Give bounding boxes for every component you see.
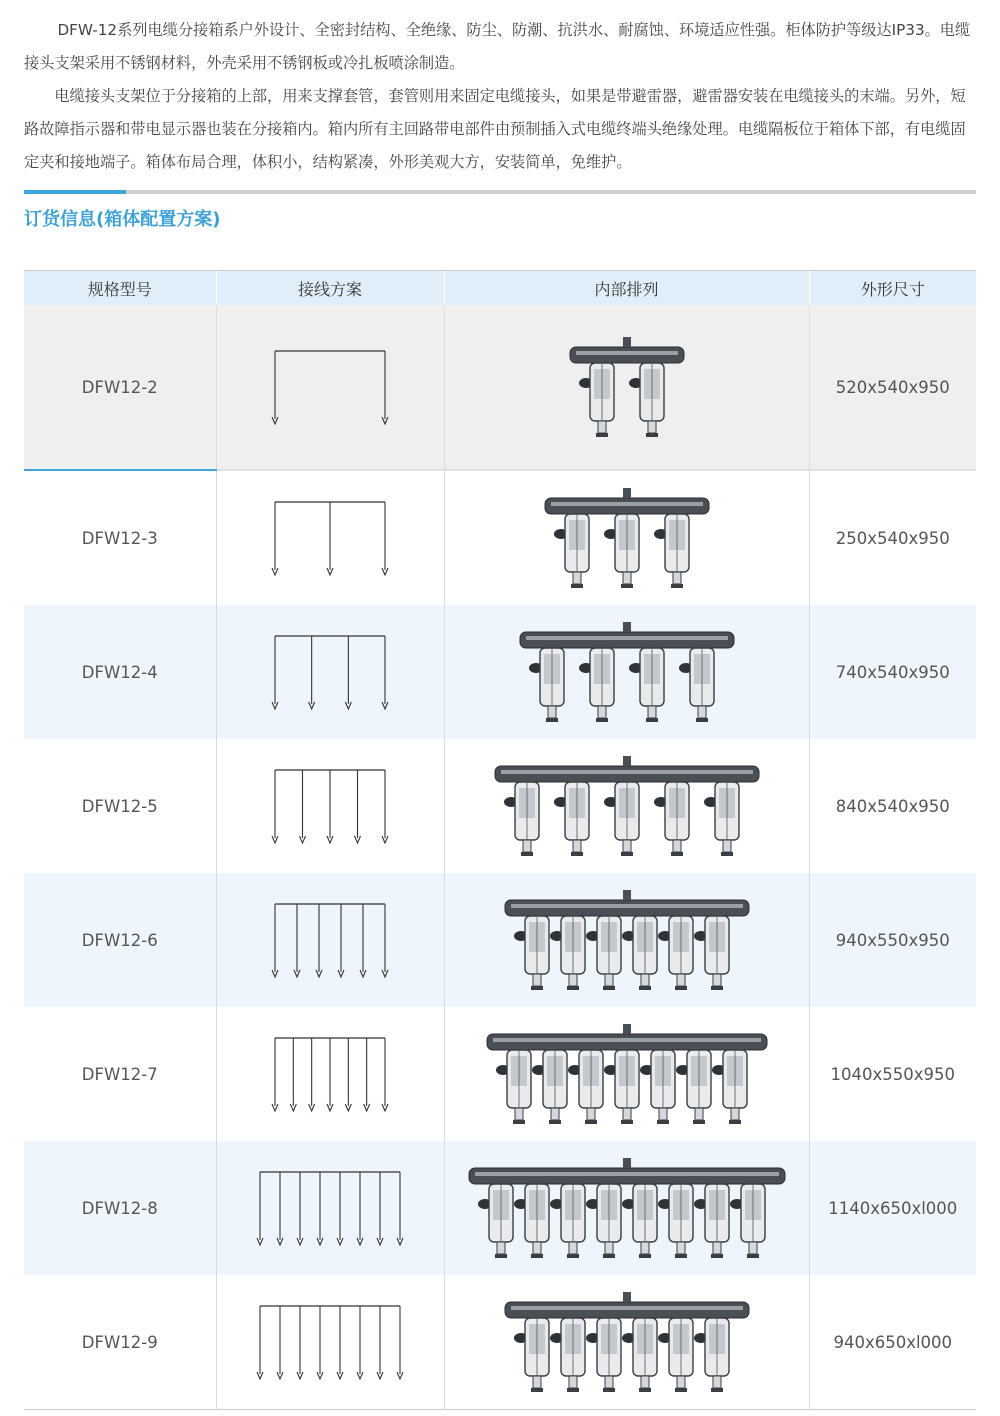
- intro-text: [24, 14, 980, 179]
- wiring-diagram-cell: [216, 605, 444, 739]
- arrangement-image: [467, 878, 787, 1002]
- model-cell: DFW12-8: [24, 1141, 216, 1275]
- wiring-diagram: [255, 1034, 405, 1114]
- arrangement-cell: [444, 305, 809, 470]
- arrangement-cell: [444, 1275, 809, 1410]
- size-cell: 840x540x950: [809, 739, 976, 873]
- model-cell: DFW12-5: [24, 739, 216, 873]
- arrangement-cell: [444, 1007, 809, 1141]
- arrangement-cell: [444, 605, 809, 739]
- wiring-diagram-cell: [216, 1007, 444, 1141]
- arrangement-image: [467, 744, 787, 868]
- arrangement-image: [467, 325, 787, 449]
- arrangement-image: [467, 1012, 787, 1136]
- model-cell: DFW12-6: [24, 873, 216, 1007]
- arrangement-image: [467, 476, 787, 600]
- size-cell: 940x550x950: [809, 873, 976, 1007]
- wiring-diagram-cell: [216, 470, 444, 605]
- intro-paragraph-2: 电缆接头支架位于分接箱的上部，用来支撑套管，套管则用来固定电缆接头，如果是带避雷器，避雷器安装在电缆接头的末端。另外，短路故障指示器和带电显示器也装在分接箱内。箱内所有主回路带电部件由预制插入式电缆终端头绝缘处理。电缆隔板位于箱体下部，有电缆固定夹和接地端子。箱体布局合理，体积小，结构紧凑，外形美观大方，安装简单，免维护。: [24, 87, 966, 171]
- model-cell: DFW12-3: [24, 470, 216, 605]
- arrangement-cell: [444, 470, 809, 605]
- size-cell: 740x540x950: [809, 605, 976, 739]
- wiring-diagram-cell: [216, 305, 444, 470]
- header-arrangement: 内部排列: [444, 271, 809, 306]
- arrangement-image: [467, 1280, 787, 1404]
- wiring-diagram: [255, 1302, 405, 1382]
- wiring-diagram-cell: [216, 873, 444, 1007]
- table-row: [24, 1007, 976, 1141]
- table-header-row: [24, 271, 976, 306]
- wiring-diagram: [255, 1168, 405, 1248]
- table-row: [24, 739, 976, 873]
- config-table: [24, 270, 976, 1410]
- wiring-diagram: [255, 632, 405, 712]
- table-row: [24, 1141, 976, 1275]
- header-size: 外形尺寸: [809, 271, 976, 306]
- arrangement-cell: [444, 1141, 809, 1275]
- wiring-diagram-cell: [216, 1141, 444, 1275]
- size-cell: 1040x550x950: [809, 1007, 976, 1141]
- table-row: [24, 605, 976, 739]
- size-cell: 250x540x950: [809, 470, 976, 605]
- wiring-diagram: [255, 900, 405, 980]
- arrangement-cell: [444, 873, 809, 1007]
- model-cell: DFW12-2: [24, 305, 216, 470]
- header-model: 规格型号: [24, 271, 216, 306]
- section-divider: [24, 190, 976, 194]
- model-cell: DFW12-7: [24, 1007, 216, 1141]
- arrangement-cell: [444, 739, 809, 873]
- wiring-diagram: [255, 498, 405, 578]
- arrangement-image: [467, 610, 787, 734]
- intro-paragraph-1: DFW-12系列电缆分接箱系户外设计、全密封结构、全绝缘、防尘、防潮、抗洪水、耐腐蚀、环境适应性强。柜体防护等级达IP33。电缆接头支架采用不锈钢材料，外壳采用不锈钢板或冷扎板喷涂制造。: [24, 21, 971, 72]
- size-cell: 520x540x950: [809, 305, 976, 470]
- section-title: 订货信息(箱体配置方案): [24, 209, 221, 230]
- size-cell: 940x650xl000: [809, 1275, 976, 1410]
- model-cell: DFW12-9: [24, 1275, 216, 1410]
- header-wiring: 接线方案: [216, 271, 444, 306]
- arrangement-image: [467, 1146, 787, 1270]
- table-row: [24, 470, 976, 605]
- table-row: [24, 1275, 976, 1410]
- wiring-diagram: [255, 766, 405, 846]
- table-row: [24, 305, 976, 470]
- divider-accent: [24, 190, 126, 194]
- model-cell: DFW12-4: [24, 605, 216, 739]
- wiring-diagram: [255, 347, 405, 427]
- size-cell: 1140x650xl000: [809, 1141, 976, 1275]
- wiring-diagram-cell: [216, 739, 444, 873]
- wiring-diagram-cell: [216, 1275, 444, 1410]
- table-row: [24, 873, 976, 1007]
